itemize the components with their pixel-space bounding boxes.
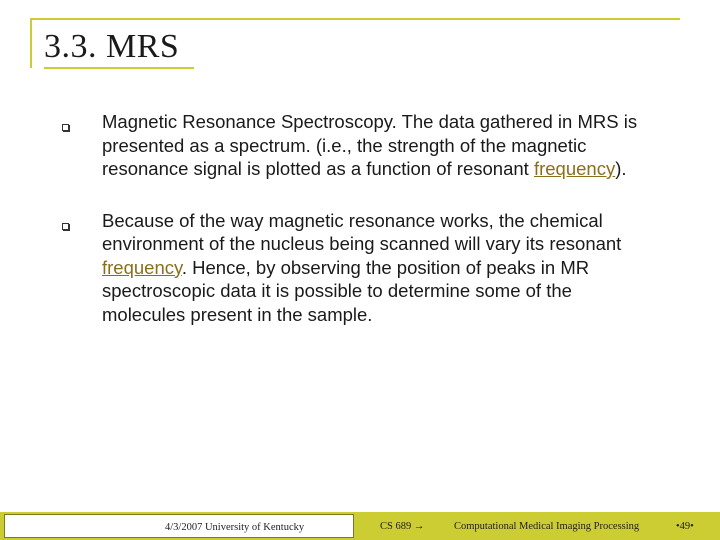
bullet-text-after: . Hence, by observing the position of peaks in MR spectroscopic data it is possible to determine some of the molecules present in the sample. [102,256,590,325]
title-frame-left-line [30,18,32,68]
slide-title-block [44,30,194,69]
bullet-list [60,110,660,354]
frequency-link[interactable]: frequency [102,256,182,278]
footer-title-box [446,514,716,538]
bullet-text-after: ). [615,158,627,179]
title-underline [44,67,194,69]
bullet-item-2 [60,209,660,327]
footer-course-box [358,514,444,538]
footer-course: CS 689 → [380,521,425,532]
bullet-text-before: Because of the way magnetic resonance works, the chemical environment of the nucleus being scanned will vary its resonant [102,209,622,254]
title-frame-top-line [30,18,680,20]
slide-title: 3.3. MRS [44,28,180,65]
footer-bar [0,512,720,540]
bullet-marker [60,209,102,235]
footer-date-institution: 4/3/2007 University of Kentucky [165,522,305,533]
frequency-link[interactable]: frequency [533,158,616,179]
footer-date-box [4,514,354,538]
bullet-text [102,209,660,327]
bullet-text-before: Magnetic Resonance Spectroscopy. The data gathered in MRS is presented as a spectrum. (i.e., the strength of the magnetic resonance signal is plotted as a function of resonant [102,111,638,179]
page-number: •49• [676,521,694,532]
bullet-text [102,110,660,181]
footer-course-title: Computational Medical Imaging Processing [454,521,640,532]
bullet-item-1 [60,110,660,181]
square-bullet-icon [62,124,69,131]
square-bullet-icon [62,223,69,230]
bullet-marker [60,110,102,136]
